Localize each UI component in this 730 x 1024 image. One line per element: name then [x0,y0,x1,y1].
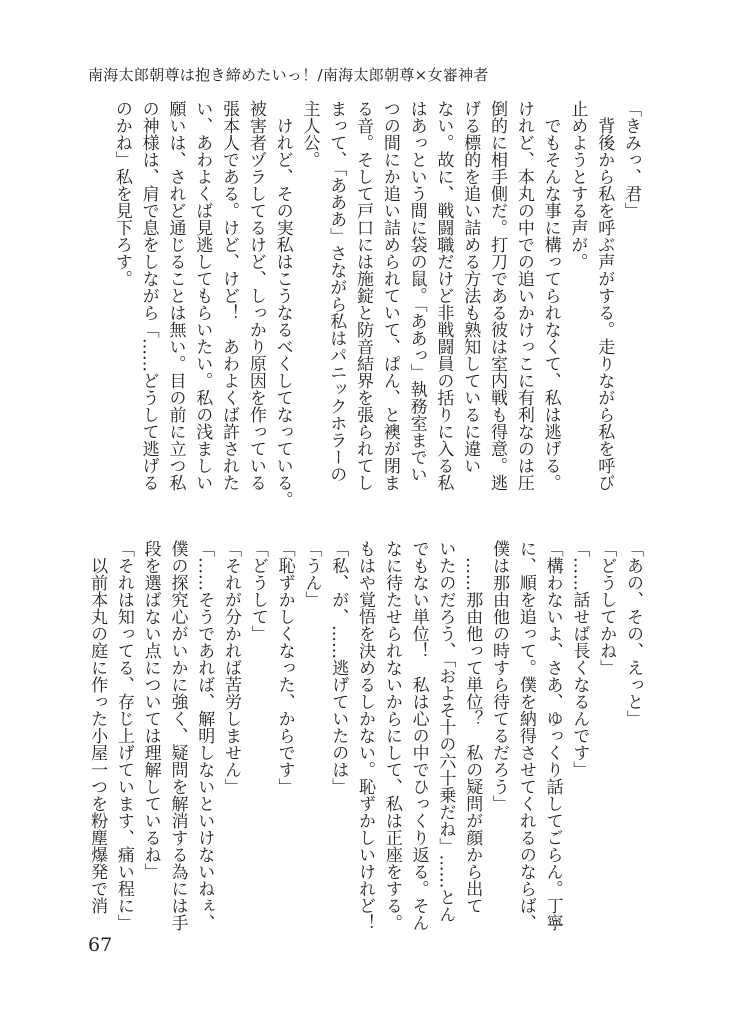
text-line: なに待たせられないからにして、私は正座をする。 [381,540,402,931]
text-line: 僕の探究心がいかに強く、疑問を解消する為には手 [167,540,188,931]
text-line: 「……そうであれば、解明しないといけないねぇ、 [194,540,215,931]
text-line: 「それは知ってる、存じ上げています、痛い程に」 [113,540,134,931]
text-line: げる標的を追い詰める方法も熟知しているに違い [460,100,481,474]
text-line: 願いは、されど通じることは無い。目の前に立つ私 [165,100,186,491]
text-line: もはや覚悟を決めるしかない。恥ずかしいけれど！ [355,540,376,931]
text-line: 主人公。 [299,100,320,168]
text-line: 「恥ずかしくなった、からです」 [274,540,295,795]
text-line: けれど、その実私はこうなるべくしてなっている。 [272,100,293,508]
text-line: る音。そして戸口には施錠と防音結界を張られてし [353,100,374,491]
page-number: 67 [88,934,113,956]
text-line: 「構わないよ、さあ、ゆっくり話してごらん。丁寧 [542,540,563,931]
text-line: 被害者ヅラしてるけど、しっかり原因を作っている [245,100,266,491]
text-line: 「うん」 [301,540,322,608]
text-line: 段を選ばない点については理解しているね」 [140,540,161,880]
text-line: はあっという間に袋の鼠。「ああっ」執務室までい [406,100,427,483]
text-line: でもない単位！ 私は心の中でひっくり返る。そん [408,540,429,931]
text-line: 以前本丸の庭に作った小屋一つを粉塵爆発で消 [87,540,108,914]
text-line: まって、「あああ」さながら私はパニックホラーの [326,100,347,483]
text-line: でもそんな事に構ってられなくて、私は逃げる。 [540,100,561,491]
lower-text-block [83,540,646,935]
text-line: 張本人である。けど、けど！ あわよくば許された [219,100,240,491]
text-line: 背後から私を呼ぶ声がする。走りながら私を呼び [594,100,615,491]
text-line: つの間にか追い詰められていて、ぱん、と襖が閉ま [379,100,400,491]
text-line: いたのだろう、「およそ十の六十乗だね」……とん [435,540,456,923]
running-header: 南海太郎朝尊は抱き締めたいっ！/南海太郎朝尊×女審神者 [88,66,489,84]
text-line: けれど、本丸の中での追いかけっこに有利なのは圧 [513,100,534,491]
text-line: 止めようとする声が。 [567,100,588,270]
text-line: 「あの、その、えっと」 [623,540,643,727]
text-line: ……那由他って単位？ 私の疑問が顔から出て [462,540,483,914]
text-line: 「どうして」 [247,540,268,642]
upper-text-block [108,100,644,508]
text-line: 「どうしてかね」 [596,540,617,676]
text-line: に、順を追って。僕を納得させてくれるのならば、 [515,540,536,931]
text-line: 「私、が、……逃げていたのは」 [328,540,349,795]
text-line: 「……話せば長くなるんです」 [569,540,590,778]
text-line: 僕は那由他の時すら待てるだろう」 [489,540,510,812]
text-line: の神様は、肩で息をしながら「……どうして逃げる [138,100,159,491]
text-line: 「きみっ、君」 [621,100,641,219]
text-line: 倒的に相手側だ。打刀である彼は室内戦も得意。逃 [487,100,508,491]
text-line: い、あわよくば見逃してもらいたい。私の浅ましい [192,100,213,491]
text-line: のかね」私を見下ろす。 [111,100,132,287]
text-line: 「それが分かれば苦労しません」 [221,540,242,795]
text-line: ない。故に、戦闘職だけど非戦闘員の括りに入る私 [433,100,454,491]
